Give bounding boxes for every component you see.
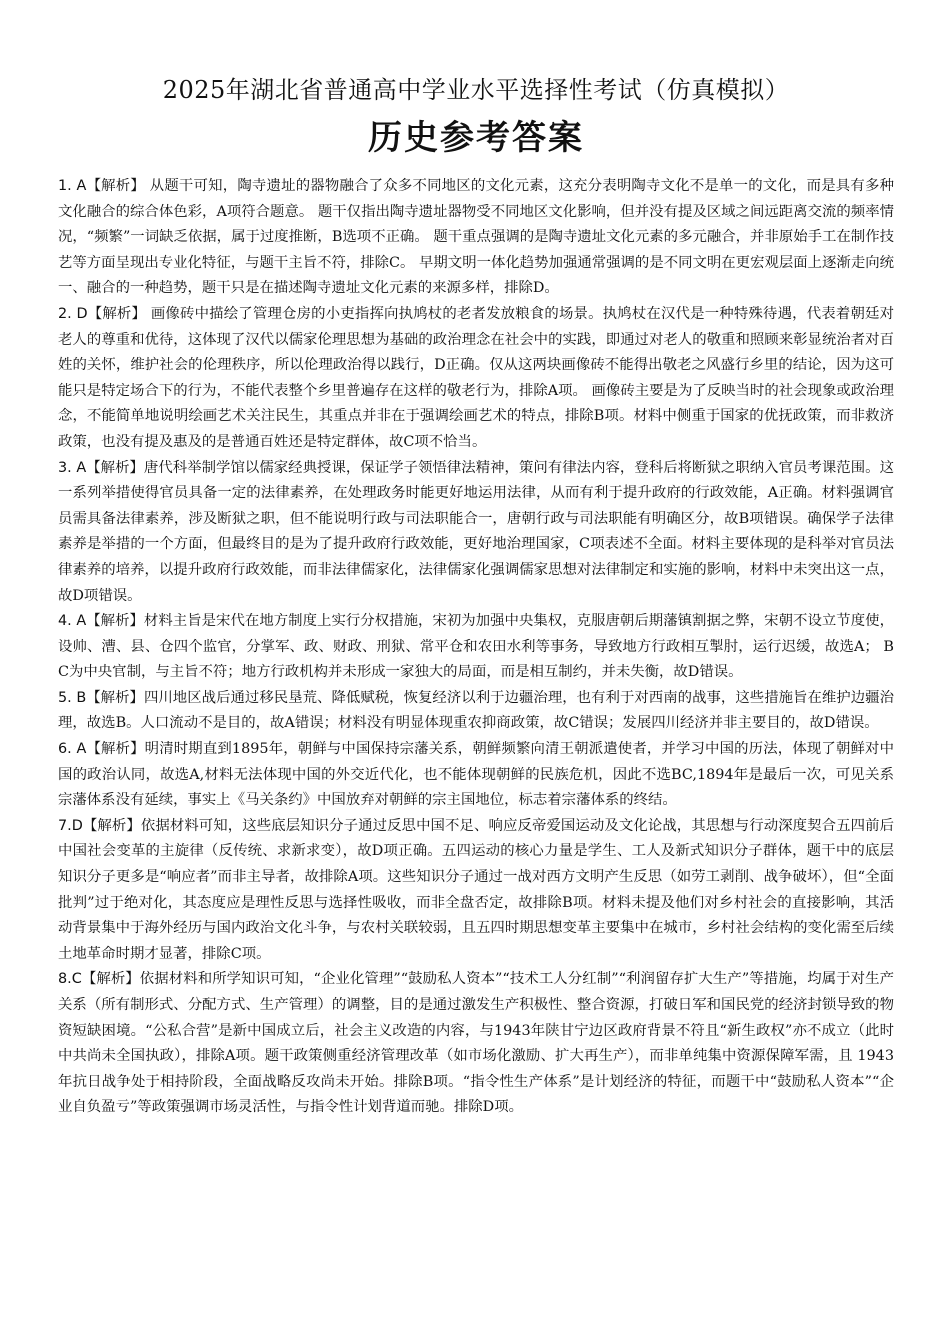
answer-sheet xyxy=(58,72,894,1121)
answer-number: 2. D xyxy=(58,305,88,322)
analysis-tag: 【解析】 xyxy=(86,689,144,706)
answer-number: 1. A xyxy=(58,178,87,194)
answer-text: 材料主旨是宋代在地方制度上实行分权措施，宋初为加强中央集权，克服唐朝后期藩镇割据之弊，宋朝不设立节度使，设帅、漕、县、仓四个监官，分掌军、政、财政、刑狱、常平仓和农田水利等事务，导致地方行政相互掣肘，运行迟缓，故选A； BC为中央官制，与主旨不符；地方行政机构并未形成一家独大的局面，而是相互制约，并未失衡，故D错误。 xyxy=(58,613,894,681)
analysis-tag: 【解析】 xyxy=(86,613,144,630)
answer-item-1 xyxy=(58,174,894,302)
answer-text: 画像砖中描绘了管理仓房的小吏指挥向执鸠杖的老者发放粮食的场景。执鸠杖在汉代是一种特殊待遇，代表着朝廷对老人的尊重和优待，这体现了汉代以儒家伦理思想为基础的政治理念在社会中的实践，即通过对老人的敬重和照顾来彰显统治者对百姓的关怀，维护社会的伦理秩序，所以伦理政治得以践行，D正确。仅从这两块画像砖不能得出敬老之风盛行乡里的结论，因为这可能只是特定场合下的行为，不能代表整个乡里普遍存在这样的敬老行为，排除A项。 画像砖主要是为了反映当时的社会现象或政治理念，不能简单地说明绘画艺术关注民生，其重点并非在于强调绘画艺术的特点，排除B项。材料中侧重于国家的优抚政策，而非救济政策，也没有提及惠及的是普通百姓还是特定群体，故C项不恰当。 xyxy=(58,305,894,450)
page-subtitle: 历史参考答案 xyxy=(368,118,584,158)
answer-number: 4. A xyxy=(58,613,87,630)
answer-number: 7.D xyxy=(58,817,83,834)
answer-number: 3. A xyxy=(58,459,87,476)
analysis-tag: 【解析】 xyxy=(81,971,140,988)
answer-number: 5. B xyxy=(58,689,87,706)
analysis-tag: 【解析】 xyxy=(82,817,141,834)
answer-item-7 xyxy=(58,814,894,968)
answer-item-4 xyxy=(58,609,894,686)
answer-item-6 xyxy=(58,737,894,814)
analysis-tag: 【解析】 xyxy=(86,459,144,476)
answer-number: 8.C xyxy=(58,971,82,988)
answer-item-2 xyxy=(58,302,894,456)
analysis-tag: 【解析】 xyxy=(86,741,145,758)
analysis-tag: 【解析】 xyxy=(86,178,145,194)
answer-text: 从题干可知，陶寺遗址的器物融合了众多不同地区的文化元素，这充分表明陶寺文化不是单一的文化，而是具有多种文化融合的综合体色彩，A项符合题意。 题干仅指出陶寺遗址器物受不同地区文化影响，但并没有提及区域之间远距离交流的频率情况，“频繁”一词缺乏依据，属于过度推断，B选项不正确。 题干重点强调的是陶寺遗址文化元素的多元融合，并非原始手工在制作技艺等方面呈现出专业化特征，与题干主旨不符，排除C。 早期文明一体化趋势加强通常强调的是不同文明在更宏观层面上逐渐走向统一、融合的一种趋势，题干只是在描述陶寺遗址文化元素的来源多样，排除D。 xyxy=(58,178,894,297)
answer-text: 明清时期直到1895年，朝鲜与中国保持宗藩关系，朝鲜频繁向清王朝派遣使者，并学习中国的历法，体现了朝鲜对中国的政治认同，故选A,材料无法体现中国的外交近代化，也不能体现朝鲜的民族危机，因此不选BC,1894年是最后一次，可见关系宗藩体系没有延续，事实上《马关条约》中国放弃对朝鲜的宗主国地位，标志着宗藩体系的终结。 xyxy=(58,741,894,809)
answer-text: 唐代科举制学馆以儒家经典授课，保证学子领悟律法精神，策问有律法内容，登科后将断狱之职纳入官员考课范围。这一系列举措使得官员具备一定的法律素养，在处理政务时能更好地运用法律，从而有利于提升政府的行政效能，A正确。材料强调官员需具备法律素养，涉及断狱之职，但不能说明行政与司法职能合一，唐朝行政与司法职能有明确区分，故B项错误。确保学子法律素养是举措的一个方面，但最终目的是为了提升政府行政效能，更好地治理国家，C项表述不全面。材料主要体现的是科举对官员法律素养的培养，以提升政府行政效能，而非法律儒家化，法律儒家化强调儒家思想对法律制定和实施的影响，材料中未突出这一点，故D项错误。 xyxy=(58,459,894,604)
answer-item-3 xyxy=(58,456,894,610)
page-title: 2025年湖北省普通高中学业水平选择性考试（仿真模拟） xyxy=(162,76,790,104)
answer-item-5 xyxy=(58,686,894,737)
answer-text: 四川地区战后通过移民垦荒、降低赋税，恢复经济以利于边疆治理，也有利于对西南的战事，这些措施旨在维护边疆治理，故选B。人口流动不是目的，故A错误；材料没有明显体现重农抑商政策，故C错误；发展四川经济并非主要目的，故D错误。 xyxy=(58,689,894,732)
answer-item-8 xyxy=(58,967,894,1121)
answer-number: 6. A xyxy=(58,741,87,758)
analysis-tag: 【解析】 xyxy=(87,305,147,322)
answer-text: 依据材料和所学知识可知，“企业化管理”“鼓励私人资本”“技术工人分红制”“利润留存扩大生产”等措施，均属于对生产关系（所有制形式、分配方式、生产管理）的调整，目的是通过激发生产积极性、整合资源，打破日军和国民党的经济封锁导致的物资短缺困境。“公私合营”是新中国成立后，社会主义改造的内容，与1943年陕甘宁边区政府背景不符且“新生政权”亦不成立（此时中共尚未全国执政），排除A项。题干政策侧重经济管理改革（如市场化激励、扩大再生产），而非单纯集中资源保障军需，且 1943年抗日战争处于相持阶段，全面战略反攻尚未开始。排除B项。“指令性生产体系”是计划经济的特征，而题干中“鼓励私人资本”“企业自负盈亏”等政策强调市场灵活性，与指令性计划背道而驰。排除D项。 xyxy=(58,971,894,1116)
answer-text: 依据材料可知，这些底层知识分子通过反思中国不足、响应反帝爱国运动及文化论战，其思想与行动深度契合五四前后中国社会变革的主旋律（反传统、求新求变），故D项正确。五四运动的核心力量是学生、工人及新式知识分子群体，题干中的底层知识分子更多是“响应者”而非主导者，故排除A项。这些知识分子通过一战对西方文明产生反思（如劳工剥削、战争破坏），但“全面批判”过于绝对化，其态度应是理性反思与选择性吸收，而非全盘否定，故排除B项。材料未提及他们对乡村社会的直接影响，其活动背景集中于海外经历与国内政治文化斗争，与农村关联较弱，且五四时期思想变革主要集中在城市，乡村社会结构的变化需至后续土地革命时期才显著，排除C项。 xyxy=(58,817,894,962)
